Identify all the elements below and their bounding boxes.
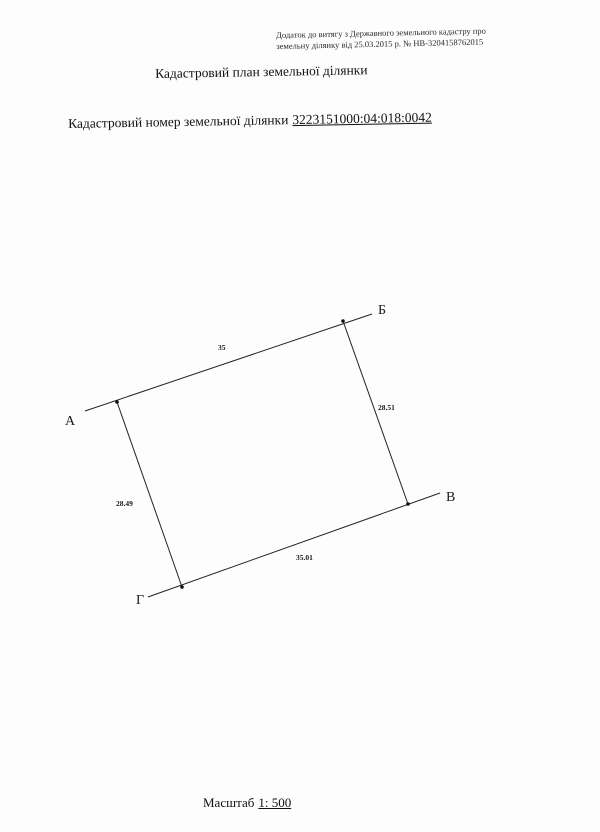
corner-point-b: [341, 319, 345, 323]
side-length-a-b: 35: [218, 343, 226, 352]
side-length-b-v: 28.51: [378, 403, 395, 412]
scale-value: 1: 500: [258, 795, 292, 810]
side-length-a-g: 28.49: [116, 499, 133, 508]
corner-point-g: [180, 585, 184, 589]
scale-line: [203, 795, 291, 811]
appendix-note-line-1: Додаток до витягу з Державного земельного кадастру про: [276, 25, 486, 40]
side-length-v-g: 35.01: [296, 553, 313, 562]
appendix-note-line-2: земельну ділянку від 25.03.2015 р. № НВ-3204158762015: [276, 36, 484, 51]
vertex-label-a: А: [65, 414, 76, 429]
vertex-label-v: В: [446, 490, 456, 505]
boundary-line-b-v: [343, 321, 408, 504]
vertex-label-b: Б: [378, 303, 387, 318]
vertex-label-g: Г: [136, 593, 145, 608]
scale-label: Масштаб: [203, 795, 255, 810]
boundary-line-a-b: [85, 314, 372, 411]
corner-point-a: [115, 400, 119, 404]
cadastral-number-label: Кадастровий номер земельної ділянки: [68, 112, 289, 131]
boundary-line-a-g: [117, 402, 182, 587]
corner-point-v: [406, 502, 410, 506]
boundary-line-v-g: [148, 493, 440, 597]
plan-title: Кадастровий план земельної ділянки: [155, 62, 368, 81]
cadastral-number-value: 3223151000:04:018:0042: [292, 109, 432, 128]
